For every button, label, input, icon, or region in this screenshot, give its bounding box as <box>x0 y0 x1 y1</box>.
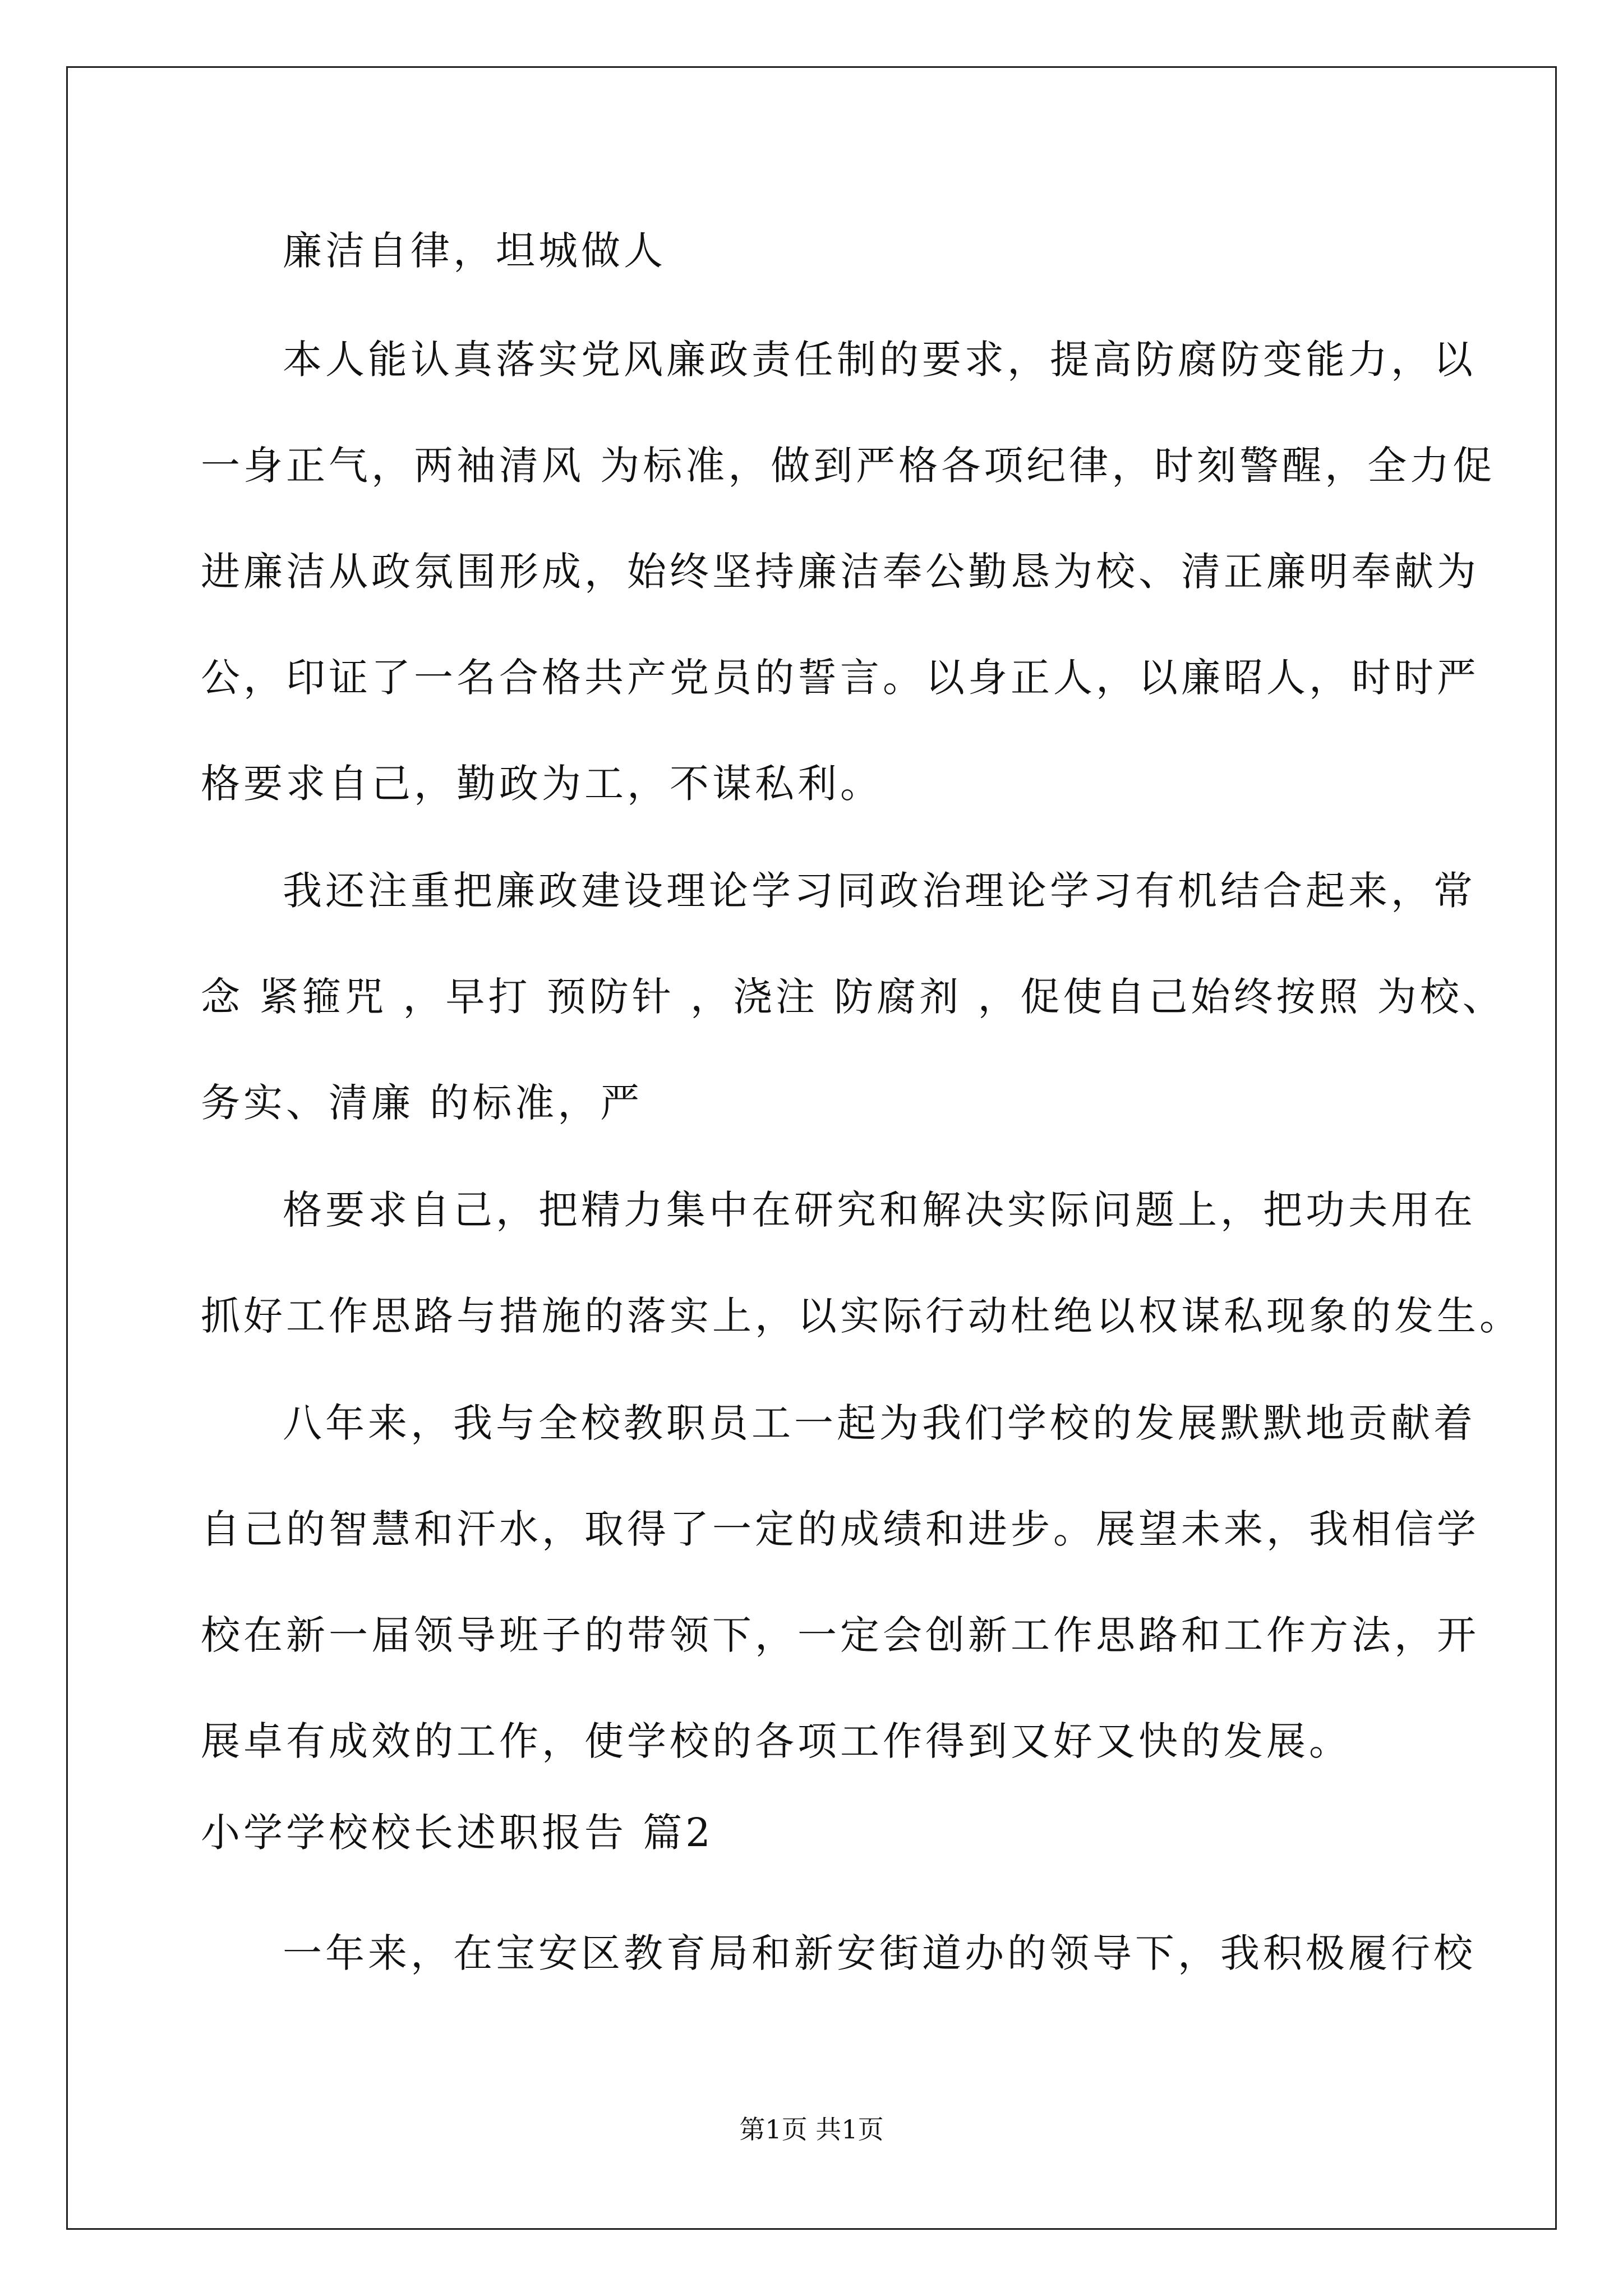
paragraph-line: 格要求自己，把精力集中在研究和解决实际问题上，把功夫用在 <box>283 1187 1476 1233</box>
paragraph-line: 校在新一届领导班子的带领下，一定会创新工作思路和工作方法，开 <box>201 1612 1479 1658</box>
paragraph-line: 念 紧箍咒 ，早打 预防针 ，浇注 防腐剂 ，促使自己始终按照 为校、 <box>201 974 1505 1020</box>
paragraph-line: 本人能认真落实党风廉政责任制的要求，提高防腐防变能力，以 <box>283 337 1476 383</box>
heading-integrity: 廉洁自律，坦城做人 <box>283 228 666 274</box>
paragraph-line: 格要求自己，勤政为工，不谋私利。 <box>201 761 883 807</box>
paragraph-line: 一年来，在宝安区教育局和新安街道办的领导下，我积极履行校 <box>283 1930 1476 1976</box>
page-footer: 第1页 共1页 <box>739 2114 884 2145</box>
paragraph-line: 公，印证了一名合格共产党员的誓言。以身正人，以廉昭人，时时严 <box>201 655 1479 701</box>
section-heading: 小学学校校长述职报告 篇2 <box>201 1810 714 1856</box>
paragraph-line: 自己的智慧和汗水，取得了一定的成绩和进步。展望未来，我相信学 <box>201 1506 1479 1552</box>
paragraph-line: 进廉洁从政氛围形成，始终坚持廉洁奉公勤恳为校、清正廉明奉献为 <box>201 549 1479 595</box>
paragraph-line: 抓好工作思路与措施的落实上，以实际行动杜绝以权谋私现象的发生。 <box>201 1293 1522 1339</box>
page-border <box>66 66 1557 2230</box>
paragraph-line: 我还注重把廉政建设理论学习同政治理论学习有机结合起来，常 <box>283 868 1476 914</box>
paragraph-line: 务实、清廉 的标准，严 <box>201 1080 643 1126</box>
paragraph-line: 八年来，我与全校教职员工一起为我们学校的发展默默地贡献着 <box>283 1400 1476 1446</box>
paragraph-line: 展卓有成效的工作，使学校的各项工作得到又好又快的发展。 <box>201 1718 1352 1764</box>
paragraph-line: 一身正气，两袖清风 为标准，做到严格各项纪律，时刻警醒，全力促 <box>201 443 1496 489</box>
